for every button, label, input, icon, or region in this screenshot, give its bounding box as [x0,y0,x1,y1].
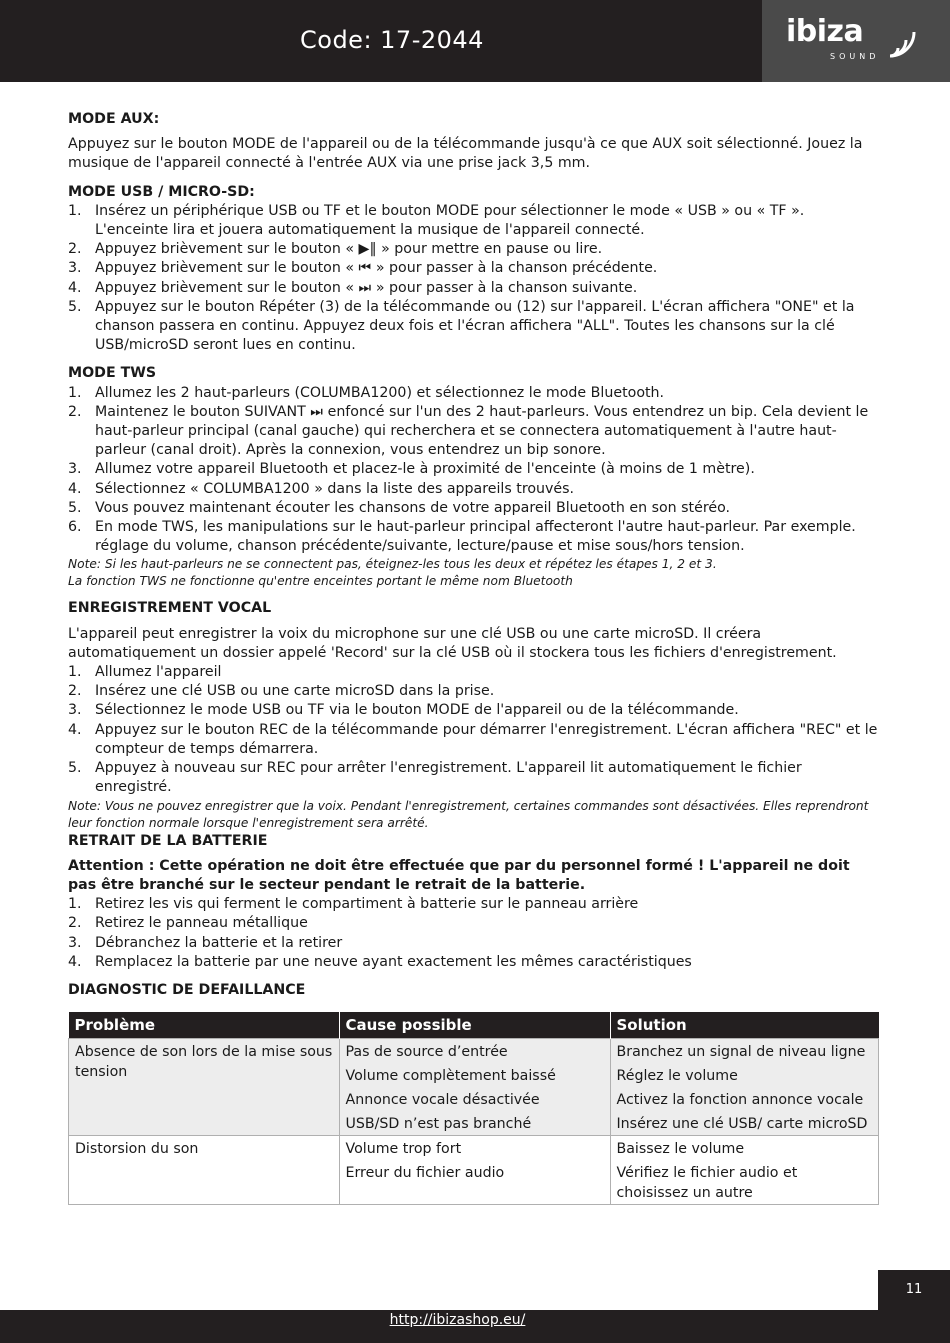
list-item [68,682,880,701]
cell-cause [339,1039,610,1136]
list-item-number: 1. [68,896,82,913]
list-item [68,279,880,298]
list-item-number: 5. [68,499,82,516]
list-item [68,663,880,682]
list-item [68,701,880,720]
list-item-number: 1. [68,664,82,681]
cell-problem: Distorsion du son [69,1136,340,1205]
list-item [68,460,880,479]
list-item-text: Appuyez brièvement sur le bouton « ⏭ » pour passer à la chanson suivante. [95,279,638,296]
list-item [68,934,880,953]
list-item-number: 1. [68,202,82,219]
cell-cause [339,1136,610,1205]
list-item [68,895,880,914]
brand-logo [762,0,950,82]
list-item-number: 2. [68,241,82,258]
rec-steps [68,663,880,797]
section-title-tws: MODE TWS [68,365,157,382]
list-item-text: Appuyez brièvement sur le bouton « ▶‖ » pour mettre en pause ou lire. [95,241,603,258]
tws-note-2: La fonction TWS ne fonctionne qu'entre enceintes portant le même nom Bluetooth [68,574,573,589]
list-item-number: 4. [68,279,82,296]
main-content [68,110,880,1205]
list-item-text: Allumez les 2 haut-parleurs (COLUMBA1200) et sélectionnez le mode Bluetooth. [95,384,665,401]
list-item-number: 3. [68,260,82,277]
section-title-battery: RETRAIT DE LA BATTERIE [68,832,268,849]
product-code: Code: 17-2044 [300,26,484,54]
list-item-text: Maintenez le bouton SUIVANT ⏭ enfoncé sur l'un des 2 haut-parleurs. Vous entendrez un bip. Cela devient le haut-parleur principal (canal gauche) qui recherchera et se connectera automatiquement à l'autre haut-parleur (canal droit). Après la connexion, vous entendrez un bip sonore. [95,403,869,459]
solution-line: Réglez le volume [616,1068,738,1085]
list-item-text: Insérez une clé USB ou une carte microSD dans la prise. [95,683,495,700]
list-item [68,480,880,499]
rec-intro: L'appareil peut enregistrer la voix du microphone sur une clé USB ou une carte microSD. Il créera automatiquement un dossier appelé 'Record' sur la clé USB où il stockera tous les fichiers d'enregistrement. [68,625,837,661]
cell-solution [610,1136,879,1205]
list-item [68,759,880,797]
list-item-text: Appuyez brièvement sur le bouton « ⏮ » pour passer à la chanson précédente. [95,260,658,277]
table-row [69,1136,879,1205]
list-item-number: 3. [68,934,82,951]
list-item-number: 4. [68,480,82,497]
page-header [0,0,950,82]
list-item [68,518,880,556]
battery-steps [68,895,880,972]
section-title-rec: ENREGISTREMENT VOCAL [68,600,272,617]
cell-problem: Absence de son lors de la mise sous tension [69,1039,340,1136]
list-item-number: 5. [68,298,82,315]
list-item [68,721,880,759]
rec-note: Note: Vous ne pouvez enregistrer que la voix. Pendant l'enregistrement, certaines commandes sont désactivées. Elles reprendront leur fonction normale lorsque l'enregistrement sera arrêté. [68,798,869,830]
list-item-text: Insérez un périphérique USB ou TF et le bouton MODE pour sélectionner le mode « USB » ou « TF ». L'enceinte lira et jouera automatiquement la musique de l'appareil connecté. [95,202,805,239]
page-number: 11 [878,1270,950,1310]
column-header-solution: Solution [610,1012,879,1039]
usb-steps [68,202,880,356]
list-item-text: Retirez les vis qui ferment le compartiment à batterie sur le panneau arrière [95,896,639,913]
list-item-text: Appuyez à nouveau sur REC pour arrêter l'enregistrement. L'appareil lit automatiquement le fichier enregistré. [95,760,802,796]
section-title-usb: MODE USB / MICRO-SD: [68,183,255,200]
solution-line: Activez la fonction annonce vocale [616,1092,864,1109]
list-item-number: 5. [68,760,82,777]
list-item-text: Appuyez sur le bouton REC de la télécommande pour démarrer l'enregistrement. L'écran affichera "REC" et le compteur de temps démarrera. [95,721,878,757]
section-title-aux: MODE AUX: [68,111,160,127]
column-header-problem: Problème [69,1012,340,1039]
table-header-row [69,1012,879,1039]
list-item [68,953,880,972]
list-item [68,240,880,259]
list-item-number: 4. [68,953,82,970]
table-row [69,1039,879,1136]
cause-line: Annonce vocale désactivée [345,1092,540,1109]
list-item-number: 2. [68,403,82,420]
logo-subtitle: SOUND [830,52,880,61]
list-item-text: En mode TWS, les manipulations sur le haut-parleur principal affecteront l'autre haut-parleur. Par exemple. réglage du volume, chanson précédente/suivante, lecture/pause et mise sous/hors tension. [95,519,856,555]
cell-solution [610,1039,879,1136]
cause-line: Volume complètement baissé [345,1068,556,1085]
list-item [68,298,880,356]
list-item-text: Allumez votre appareil Bluetooth et placez-le à proximité de l'enceinte (à moins de 1 mètre). [95,461,755,478]
tws-note-1: Note: Si les haut-parleurs ne se connectent pas, éteignez-les tous les deux et répétez les étapes 1, 2 et 3. [68,557,717,572]
solution-line: Baissez le volume [616,1141,745,1158]
list-item-text: Allumez l'appareil [95,664,222,681]
cause-line: Erreur du fichier audio [345,1165,505,1182]
list-item-number: 3. [68,461,82,478]
website-link[interactable]: http://ibizashop.eu/ [389,1312,526,1328]
list-item-text: Remplacez la batterie par une neuve ayant exactement les mêmes caractéristiques [95,953,692,970]
sound-waves-icon [886,26,922,62]
diagnostic-table [68,1012,879,1205]
list-item-number: 1. [68,384,82,401]
list-item [68,384,880,403]
solution-line: Branchez un signal de niveau ligne [616,1044,866,1061]
list-item-number: 3. [68,702,82,719]
section-title-diag: DIAGNOSTIC DE DEFAILLANCE [68,981,306,998]
list-item-number: 2. [68,683,82,700]
list-item-text: Vous pouvez maintenant écouter les chansons de votre appareil Bluetooth en son stéréo. [95,499,731,516]
list-item-text: Sélectionnez « COLUMBA1200 » dans la liste des appareils trouvés. [95,480,575,497]
list-item-number: 2. [68,915,82,932]
list-item [68,202,880,240]
list-item-text: Appuyez sur le bouton Répéter (3) de la télécommande ou (12) sur l'appareil. L'écran affichera "ONE" et la chanson passera en continu. Appuyez deux fois et l'écran affichera "ALL". Toutes les chansons sur la clé USB/microSD seront lues en continu. [95,298,855,354]
logo-wordmark: ibiza [786,14,864,49]
list-item-text: Sélectionnez le mode USB ou TF via le bouton MODE de l'appareil ou de la télécommande. [95,702,739,719]
tws-steps [68,384,880,557]
column-header-cause: Cause possible [339,1012,610,1039]
list-item [68,403,880,461]
battery-attention: Attention : Cette opération ne doit être effectuée que par du personnel formé ! L'appareil ne doit pas être branché sur le secteur pendant le retrait de la batterie. [68,857,850,893]
list-item-text: Débranchez la batterie et la retirer [95,934,343,951]
page-footer [0,1310,950,1343]
list-item [68,914,880,933]
cause-line: Volume trop fort [345,1141,462,1158]
cause-line: Pas de source d’entrée [345,1044,508,1061]
aux-text: Appuyez sur le bouton MODE de l'appareil ou de la télécommande jusqu'à ce que AUX soit sélectionné. Jouez la musique de l'appareil connecté à l'entrée AUX via une prise jack 3,5 mm. [68,136,863,172]
list-item [68,499,880,518]
list-item-number: 6. [68,519,82,536]
cause-line: USB/SD n’est pas branché [345,1116,532,1133]
solution-line: Vérifiez le fichier audio et choisissez un autre [616,1165,798,1202]
solution-line: Insérez une clé USB/ carte microSD [616,1116,868,1133]
list-item-number: 4. [68,721,82,738]
list-item-text: Retirez le panneau métallique [95,915,308,932]
list-item [68,259,880,278]
